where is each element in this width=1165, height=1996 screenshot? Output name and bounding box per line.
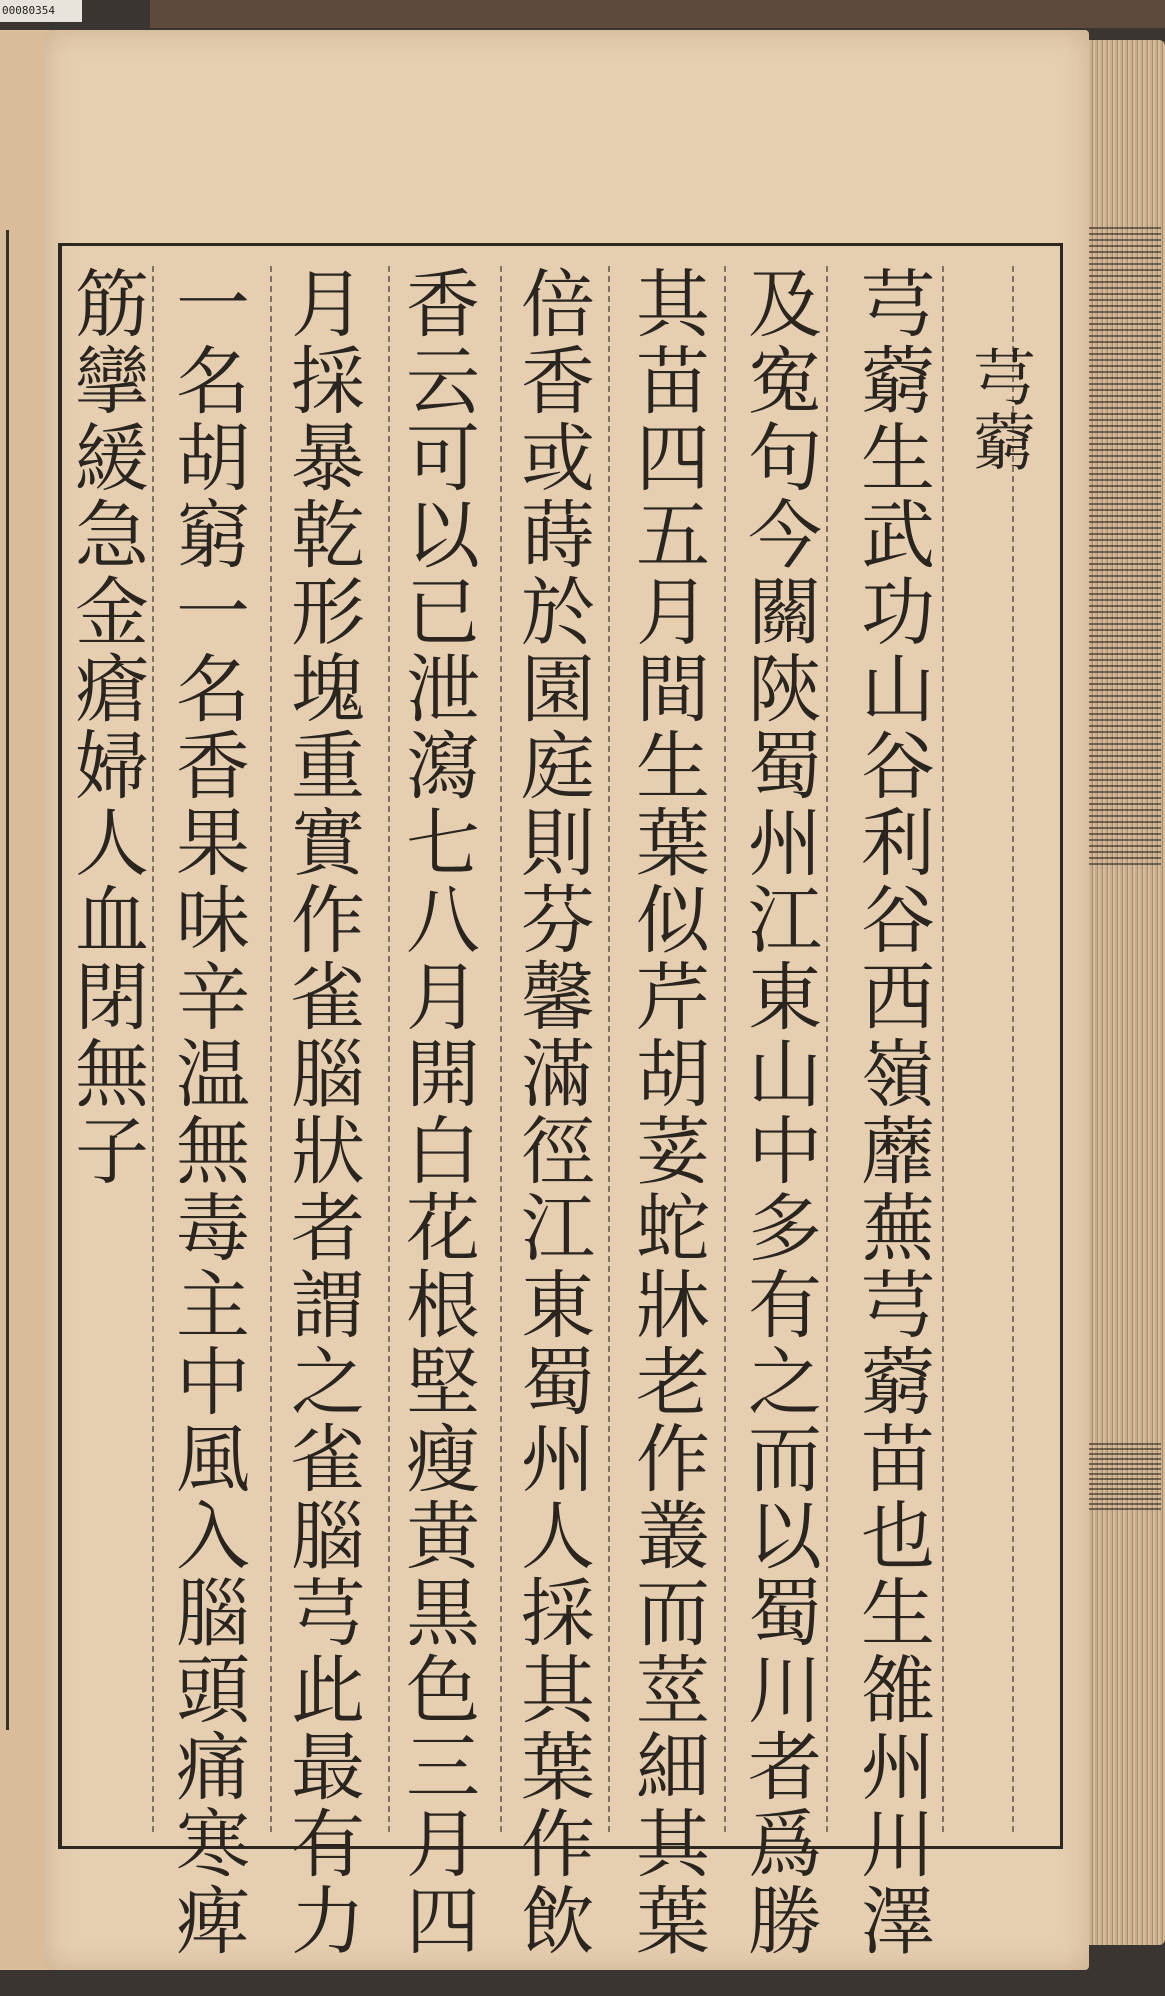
column-divider xyxy=(152,266,154,1832)
column-divider xyxy=(500,266,502,1832)
text-column-7: 一名胡窮一名香果味辛温無毒主中風入腦頭痛寒痺 xyxy=(164,265,250,1959)
page-stack-fore-edge xyxy=(1085,40,1165,1945)
column-divider xyxy=(388,266,390,1832)
section-title: 芎藭 xyxy=(963,345,1036,475)
column-divider xyxy=(724,266,726,1832)
text-column-3: 其苗四五月間生葉似芹胡荽蛇牀老作叢而莖細其葉 xyxy=(624,265,710,1959)
book-cover-strip xyxy=(150,0,1165,28)
text-column-8: 筋攣緩急金瘡婦人血閉無子 xyxy=(63,265,149,1189)
text-column-2: 及寃句今關陝蜀州江東山中多有之而以蜀川者爲勝 xyxy=(736,265,822,1959)
text-column-6: 月採暴乾形塊重實作雀腦狀者謂之雀腦芎此最有力 xyxy=(279,265,365,1959)
column-divider xyxy=(1012,266,1014,1832)
text-column-1: 芎藭生武功山谷利谷西嶺蘼蕪芎藭苗也生雒州川澤 xyxy=(849,265,935,1959)
scan-id-label: 00080354 xyxy=(0,0,82,22)
text-column-5: 香云可以已泄瀉七八月開白花根堅瘦黄黒色三月四 xyxy=(394,265,480,1959)
column-divider xyxy=(942,266,944,1832)
text-column-4: 倍香或蒔於園庭則芬馨滿徑江東蜀州人採其葉作飲 xyxy=(509,265,595,1959)
column-divider xyxy=(826,266,828,1832)
column-divider xyxy=(270,266,272,1832)
column-divider xyxy=(608,266,610,1832)
